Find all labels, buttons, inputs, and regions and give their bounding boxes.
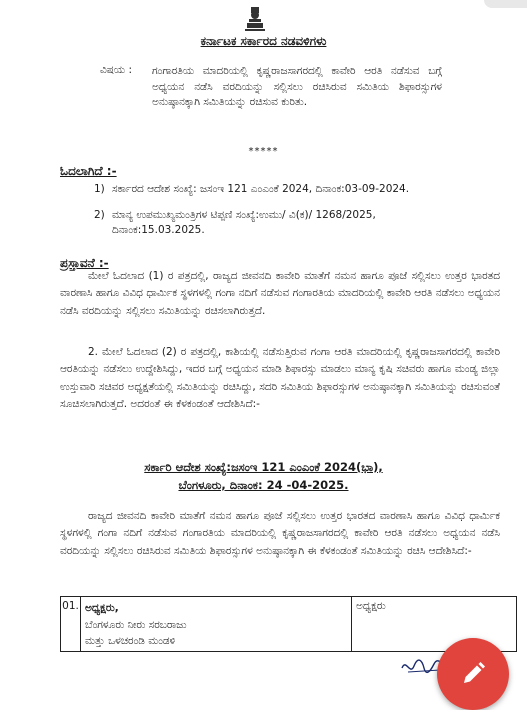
subject-text: ಗಂಗಾರತಿಯ ಮಾದರಿಯಲ್ಲಿ ಕೃಷ್ಣರಾಜಸಾಗರದಲ್ಲಿ ಕಾವೇರಿ ಆರತಿ ನಡೆಸುವ ಬಗ್ಗೆ ಅಧ್ಯಯನ ನಡೆಸಿ ವರದಿಯನ್ನು ಸಲ್ಲಿಸಲು ರಚಿಸಿರುವ ಸಮಿತಿಯ ಶಿಫಾರಸ್ಸುಗಳ ಅನುಷ್ಠಾನಕ್ಕಾಗಿ ಸಮಿತಿಯನ್ನು ರಚಿಸುವ ಕುರಿತು. [152, 65, 442, 109]
preamble-paragraph-1: ಮೇಲೆ ಓದಲಾದ (1) ರ ಪತ್ರದಲ್ಲಿ, ರಾಜ್ಯದ ಜೀವನದಿ ಕಾವೇರಿ ಮಾತೆಗೆ ನಮನ ಹಾಗೂ ಪೂಜೆ ಸಲ್ಲಿಸಲು ಉತ್ತರ ಭಾರತದ ವಾರಣಾಸಿ ಹಾಗೂ ವಿವಿಧ ಧಾರ್ಮಿಕ ಸ್ಥಳಗಳಲ್ಲಿ ಗಂಗಾ ನದಿಗೆ ನಡೆಸುವ ಗಂಗಾರತಿಯ ಮಾದರಿಯಲ್ಲಿ ಕಾವೇರಿ ಆರತಿ ನಡೆಸಲು ಅಧ್ಯಯನ ನಡೆಸಿ ವರದಿಯನ್ನು ಸಲ್ಲಿಸಲು ಸಮಿತಿಯನ್ನು ರಚಿಸಲಾಗಿರುತ್ತದೆ. [60, 270, 500, 317]
reference-text: ಮಾನ್ಯ ಉಪಮುಖ್ಯಮಂತ್ರಿಗಳ ಟಿಪ್ಪಣಿ ಸಂಖ್ಯೆ:ಉಮು/ ವಿ(ಕ)/ 1268/2025, ದಿನಾಂಕ:15.03.2025. [112, 208, 376, 236]
order-date-heading: ಬೆಂಗಳೂರು, ದಿನಾಂಕ: 24 -04-2025. [178, 478, 349, 492]
separator-stars: ***** [248, 146, 279, 157]
preamble-paragraph-2: 2. ಮೇಲೆ ಓದಲಾದ (2) ರ ಪತ್ರದಲ್ಲಿ, ಕಾಶಿಯಲ್ಲಿ ನಡೆಸುತ್ತಿರುವ ಗಂಗಾ ಆರತಿ ಮಾದರಿಯಲ್ಲಿ ಕೃಷ್ಣರಾಜಸಾಗರದಲ್ಲಿ ಕಾವೇರಿ ಆರತಿಯನ್ನು ನಡೆಸಲು ಉದ್ದೇಶಿಸಿದ್ದು, ಇದರ ಬಗ್ಗೆ ಅಧ್ಯಯನ ಮಾಡಿ ಶಿಫಾರಸ್ಸು ಮಾಡಲು ಮಾನ್ಯ ಕೃಷಿ ಸಚಿವರು ಹಾಗೂ ಮಂಡ್ಯ ಜಿಲ್ಲಾ ಉಸ್ತುವಾರಿ ಸಚಿವರ ಅಧ್ಯಕ್ಷತೆಯಲ್ಲಿ ಸಮಿತಿಯನ್ನು ರಚಿಸಿದ್ದು, ಸದರಿ ಸಮಿತಿಯ ಶಿಫಾರಸ್ಸುಗಳ ಅನುಷ್ಠಾನಕ್ಕಾಗಿ ಸಮಿತಿಯನ್ನು ರಚಿಸುವಂತೆ ಸೂಚಿಸಲಾಗಿರುತ್ತದೆ. ಅದರಂತೆ ಈ ಕೆಳಕಂಡಂತೆ ಆದೇಶಿಸಿದೆ:- [60, 346, 500, 411]
order-body-paragraph: ರಾಜ್ಯದ ಜೀವನದಿ ಕಾವೇರಿ ಮಾತೆಗೆ ನಮನ ಹಾಗೂ ಪೂಜೆ ಸಲ್ಲಿಸಲು ಉತ್ತರ ಭಾರತದ ವಾರಣಾಸಿ ಹಾಗೂ ವಿವಿಧ ಧಾರ್ಮಿಕ ಸ್ಥಳಗಳಲ್ಲಿ ಗಂಗಾ ನದಿಗೆ ನಡೆಸುವ ಗಂಗಾರತಿಯ ಮಾದರಿಯಲ್ಲಿ ಕೃಷ್ಣರಾಜಸಾಗರದಲ್ಲಿ ಕಾವೇರಿ ಆರತಿ ನಡೆಸಲು ಅಧ್ಯಯನ ನಡೆಸಿ ವರದಿಯನ್ನು ಸಲ್ಲಿಸಲು ರಚಿಸಿರುವ ಸಮಿತಿಯ ಶಿಫಾರಸ್ಸುಗಳ ಅನುಷ್ಠಾನಕ್ಕಾಗಿ ಈ ಕೆಳಕಂಡಂತೆ ಸಮಿತಿಯನ್ನು ರಚಿಸಿ ಆದೇಶಿಸಿದೆ:- [60, 510, 500, 557]
member-role: ಅಧ್ಯಕ್ಷರು [356, 600, 386, 612]
member-title: ಅಧ್ಯಕ್ಷರು, [85, 602, 119, 614]
table-column-divider [351, 597, 352, 651]
references-heading: ಓದಲಾಗಿದೆ :- [60, 164, 117, 178]
top-corner-tab[interactable] [484, 0, 527, 8]
reference-number: 2) [94, 208, 105, 221]
member-organization-line: ಬೆಂಗಳೂರು ನೀರು ಸರಬರಾಜು [85, 618, 187, 631]
committee-table [60, 596, 517, 652]
references-list [94, 182, 424, 239]
pencil-edit-icon [459, 660, 487, 688]
document-title: ಕರ್ನಾಟಕ ಸರ್ಕಾರದ ನಡವಳಿಗಳು [200, 34, 327, 48]
table-member-cell [85, 600, 375, 650]
table-row-number: 01. [61, 597, 81, 651]
edit-fab-button[interactable] [437, 638, 509, 710]
reference-item [94, 208, 424, 239]
member-organization-line: ಮತ್ತು ಒಳಚರಂಡಿ ಮಂಡಳಿ [85, 635, 176, 647]
reference-item [94, 182, 424, 198]
reference-text: ಸರ್ಕಾರದ ಆದೇಶ ಸಂಖ್ಯೆ: ಜಸಂಇ 121 ಎಂಎಂಕೆ 2024, ದಿನಾಂಕ:03-09-2024. [112, 183, 410, 195]
order-number-heading: ಸರ್ಕಾರಿ ಆದೇಶ ಸಂಖ್ಯೆ:ಜಸಂಇ 121 ಎಂಎಂಕೆ 2024(ಭಾ), [144, 460, 383, 474]
reference-number: 1) [94, 183, 105, 195]
subject-label: ವಿಷಯ : [100, 64, 133, 76]
state-emblem-icon [244, 5, 266, 33]
preamble-heading: ಪ್ರಸ್ತಾವನೆ :- [60, 256, 109, 270]
